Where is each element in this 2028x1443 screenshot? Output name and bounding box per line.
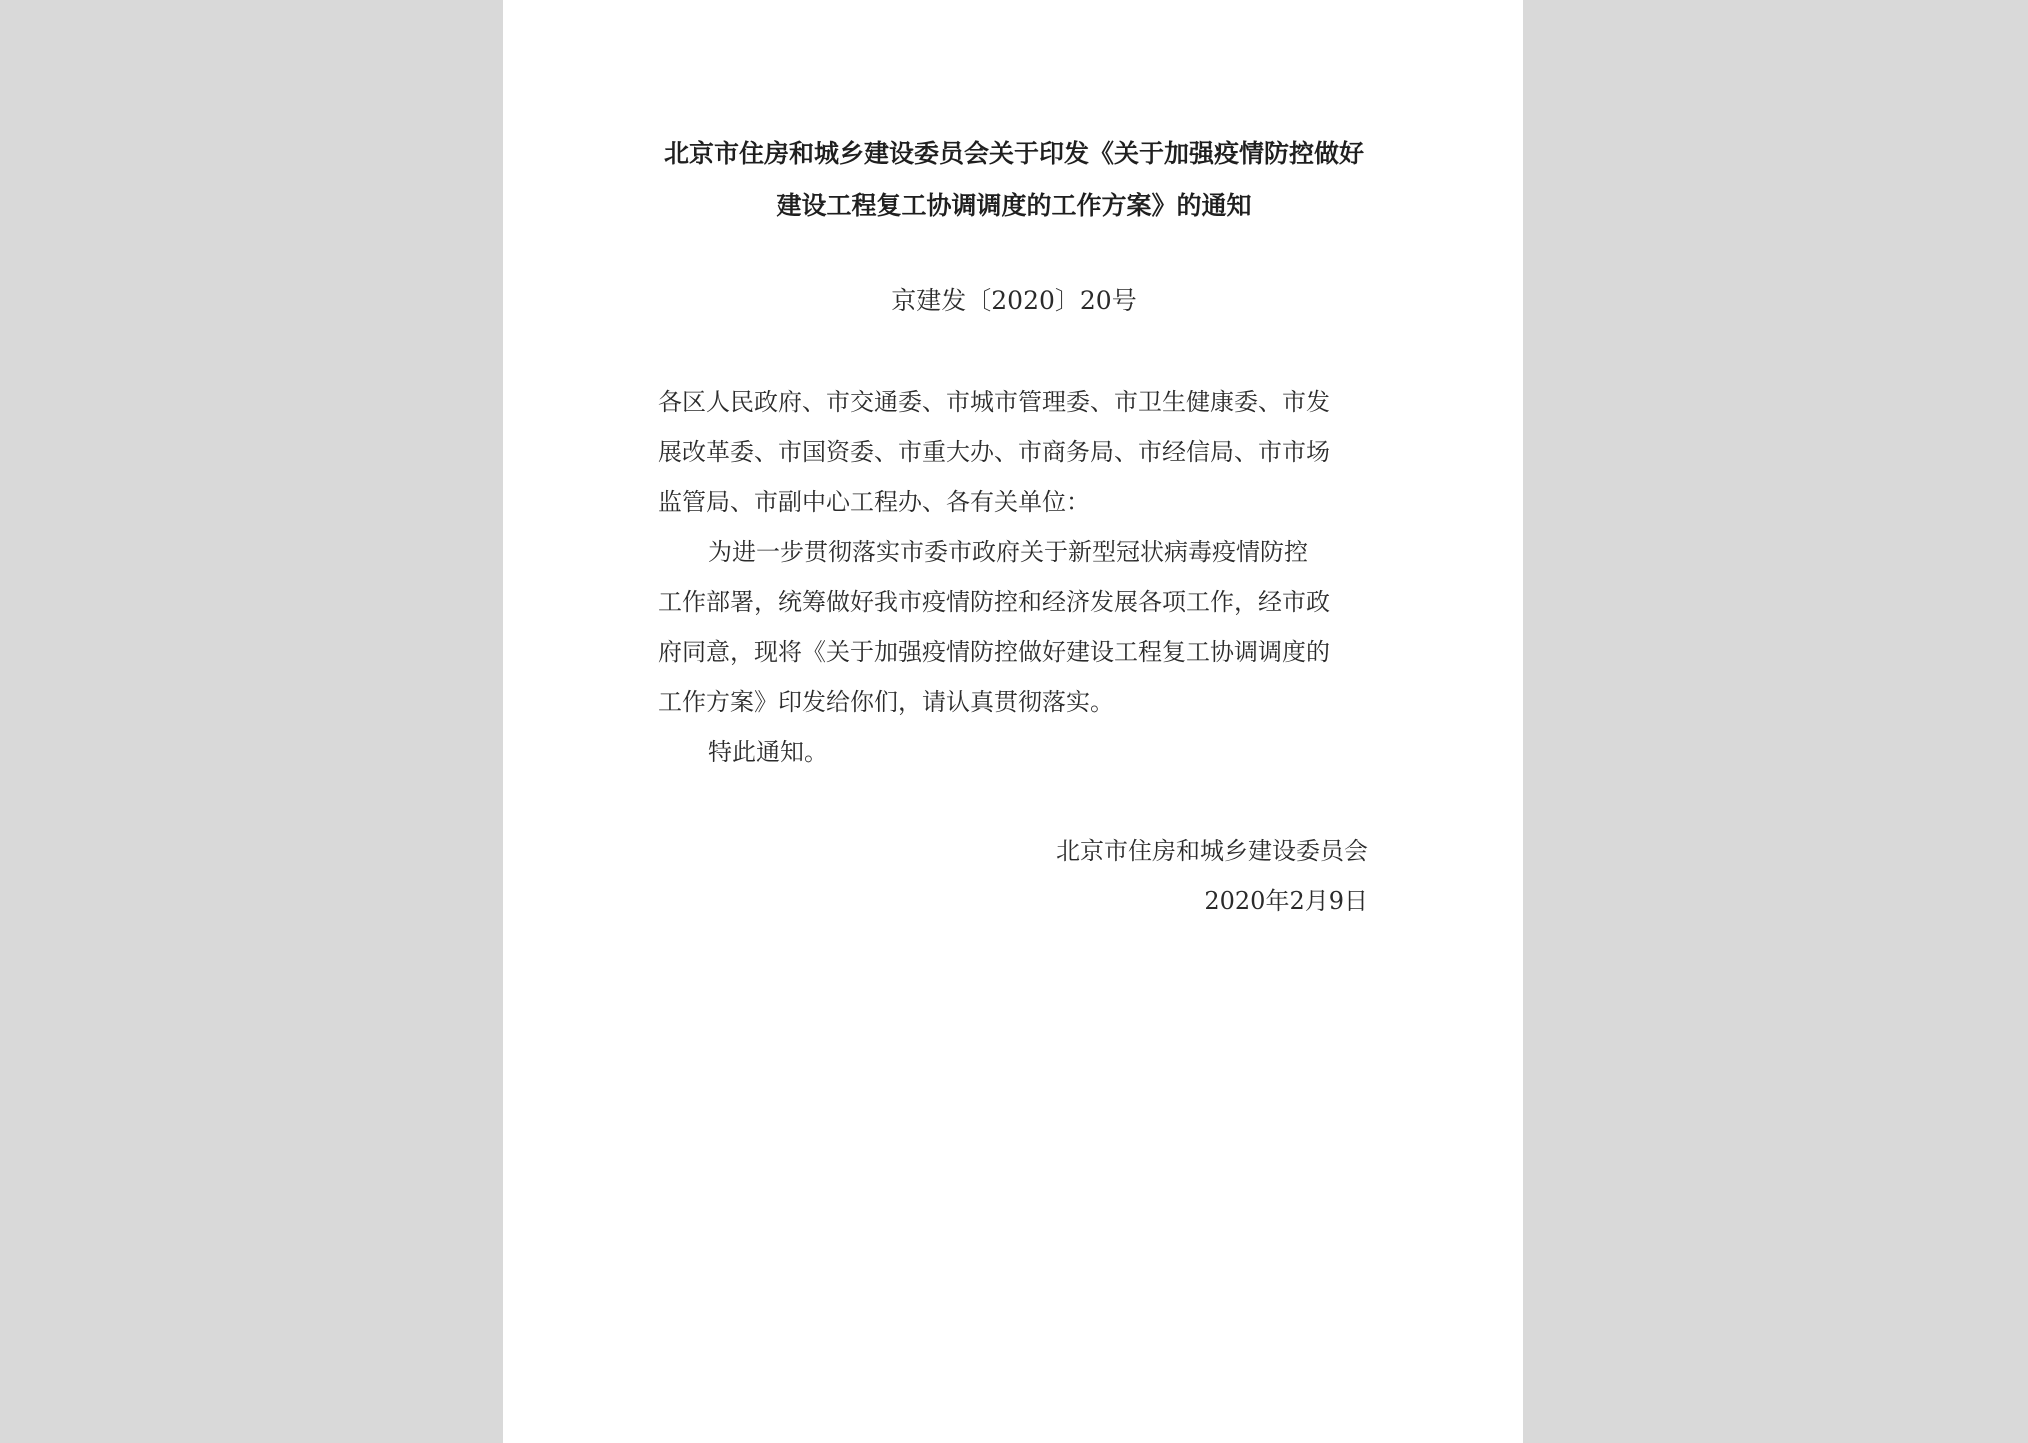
paragraph-line-3: 府同意，现将《关于加强疫情防控做好建设工程复工协调调度的 [658, 638, 1330, 666]
paragraph-line-4: 工作方案》印发给你们，请认真贯彻落实。 [658, 688, 1114, 716]
issuer-name: 北京市住房和城乡建设委员会 [1056, 837, 1368, 865]
title-line-2: 建设工程复工协调调度的工作方案》的通知 [776, 191, 1252, 220]
paragraph-line-2: 工作部署，统筹做好我市疫情防控和经济发展各项工作，经市政 [658, 588, 1330, 616]
issue-date: 2020年2月9日 [1204, 887, 1368, 915]
addressee-line-3: 监管局、市副中心工程办、各有关单位： [658, 488, 1090, 516]
document-body [658, 377, 1370, 777]
paragraph-line-1: 为进一步贯彻落实市委市政府关于新型冠状病毒疫情防控 [708, 538, 1308, 566]
title-line-1: 北京市住房和城乡建设委员会关于印发《关于加强疫情防控做好 [663, 139, 1364, 168]
document-page [503, 0, 1523, 1443]
document-title [658, 128, 1370, 232]
signature-block [1056, 826, 1368, 926]
closing-line: 特此通知。 [708, 738, 828, 766]
addressee-line-1: 各区人民政府、市交通委、市城市管理委、市卫生健康委、市发 [658, 388, 1330, 416]
document-number: 京建发〔2020〕20号 [891, 286, 1137, 315]
addressee-line-2: 展改革委、市国资委、市重大办、市商务局、市经信局、市市场 [658, 438, 1330, 466]
